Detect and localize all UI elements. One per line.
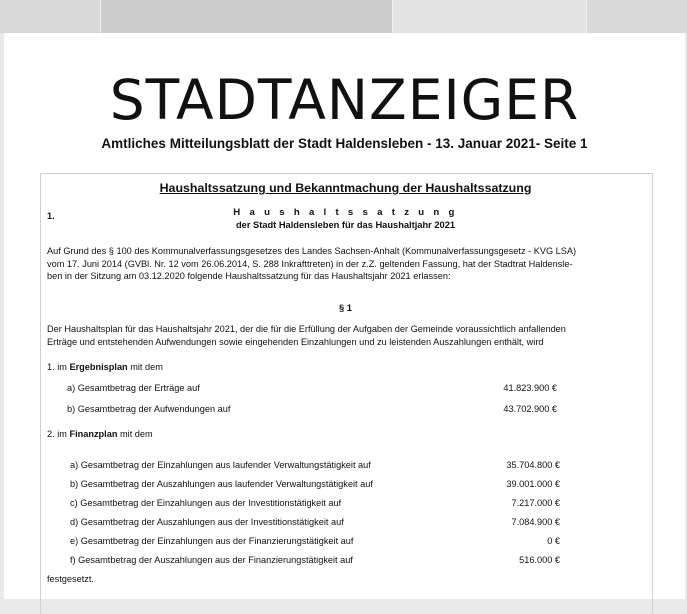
section-mark: § 1 (338, 302, 353, 313)
tab-bar (0, 0, 687, 33)
intro-line: ben in der Sitzung am 03.12.2020 folgende Haushaltssatzung für das Haushaltsjahr 2021 erlassen: (47, 271, 451, 281)
main-paragraph (47, 323, 647, 348)
finanz-item-amount: 7.217.000 € (511, 498, 560, 508)
para-line: Der Haushaltsplan für das Haushaltsjahr 2021, der die für die Erfüllung der Aufgaben der Gemeinde voraussichtlich anfallenden (47, 324, 566, 334)
masthead-subtitle: Amtliches Mitteilungsblatt der Stadt Haldensleben - 13. Januar 2021- Seite 1 (101, 136, 588, 151)
article-heading: Haushaltssatzung und Bekanntmachung der Haushaltssatzung (159, 181, 532, 195)
finanz-item-label: a) Gesamtbetrag der Einzahlungen aus laufender Verwaltungstätigkeit auf (70, 460, 371, 470)
article-box (40, 173, 653, 614)
article-number: 1. (47, 211, 55, 221)
finanz-item-label: e) Gesamtbetrag der Einzahlungen aus der Finanzierungstätigkeit auf (70, 536, 354, 546)
para-line: Erträge und entstehenden Aufwendungen sowie eingehenden Einzahlungen und zu leistenden Auszahlungen enthält, wird (47, 336, 544, 347)
finanzplan-heading (47, 429, 153, 439)
finanz-item-label: f) Gesamtbetrag der Auszahlungen aus der Finanzierungstätigkeit auf (70, 555, 353, 565)
ergebnisplan-heading (47, 362, 163, 372)
finanz-item-label: d) Gesamtbetrag der Auszahlungen aus der Investitionstätigkeit auf (70, 517, 344, 527)
document-page (4, 33, 685, 599)
ergebnis-item-amount: 41.823.900 € (503, 383, 557, 393)
tab-4[interactable] (587, 0, 687, 33)
tab-3[interactable] (393, 0, 587, 33)
finanzplan-suffix: mit dem (117, 429, 153, 439)
finanz-item-amount: 516.000 € (519, 555, 560, 565)
tab-2[interactable] (101, 0, 393, 33)
intro-line: vom 17. Juni 2014 (GVBl. Nr. 12 vom 26.06.2014, S. 288 Inkrafttreten) in der z.Z. geltenden Fassung, hat der Stadtrat Haldensle- (47, 258, 573, 269)
finanzplan-prefix: 2. im (47, 429, 70, 439)
closing-text: festgesetzt. (47, 574, 94, 584)
intro-paragraph (47, 245, 647, 283)
ergebnis-item-label: a) Gesamtbetrag der Erträge auf (67, 383, 200, 393)
masthead-title: STADTANZEIGER (109, 68, 580, 132)
ergebnisplan-prefix: 1. im (47, 362, 70, 372)
finanz-item-amount: 35.704.800 € (506, 460, 560, 470)
finanz-item-amount: 0 € (547, 536, 560, 546)
finanzplan-label: Finanzplan (69, 429, 118, 439)
ergebnis-item-amount: 43.702.900 € (503, 404, 557, 414)
intro-line: Auf Grund des § 100 des Kommunalverfassungsgesetzes des Landes Sachsen-Anhalt (Kommunalverfassungsgesetz - KVG LSA) (47, 246, 577, 256)
statute-subtitle: der Stadt Haldensleben für das Haushaltjahr 2021 (235, 220, 456, 230)
tab-1[interactable] (0, 0, 101, 33)
statute-title: H a u s h a l t s s a t z u n g (233, 207, 458, 218)
ergebnisplan-label: Ergebnisplan (69, 362, 128, 372)
finanz-item-label: b) Gesamtbetrag der Auszahlungen aus laufender Verwaltungstätigkeit auf (70, 479, 373, 489)
finanz-item-amount: 39.001.000 € (506, 479, 560, 489)
ergebnis-item-label: b) Gesamtbetrag der Aufwendungen auf (67, 404, 231, 414)
finanz-item-amount: 7.084.900 € (511, 517, 560, 527)
finanz-item-label: c) Gesamtbetrag der Einzahlungen aus der Investitionstätigkeit auf (70, 498, 342, 508)
ergebnisplan-suffix: mit dem (127, 362, 163, 372)
